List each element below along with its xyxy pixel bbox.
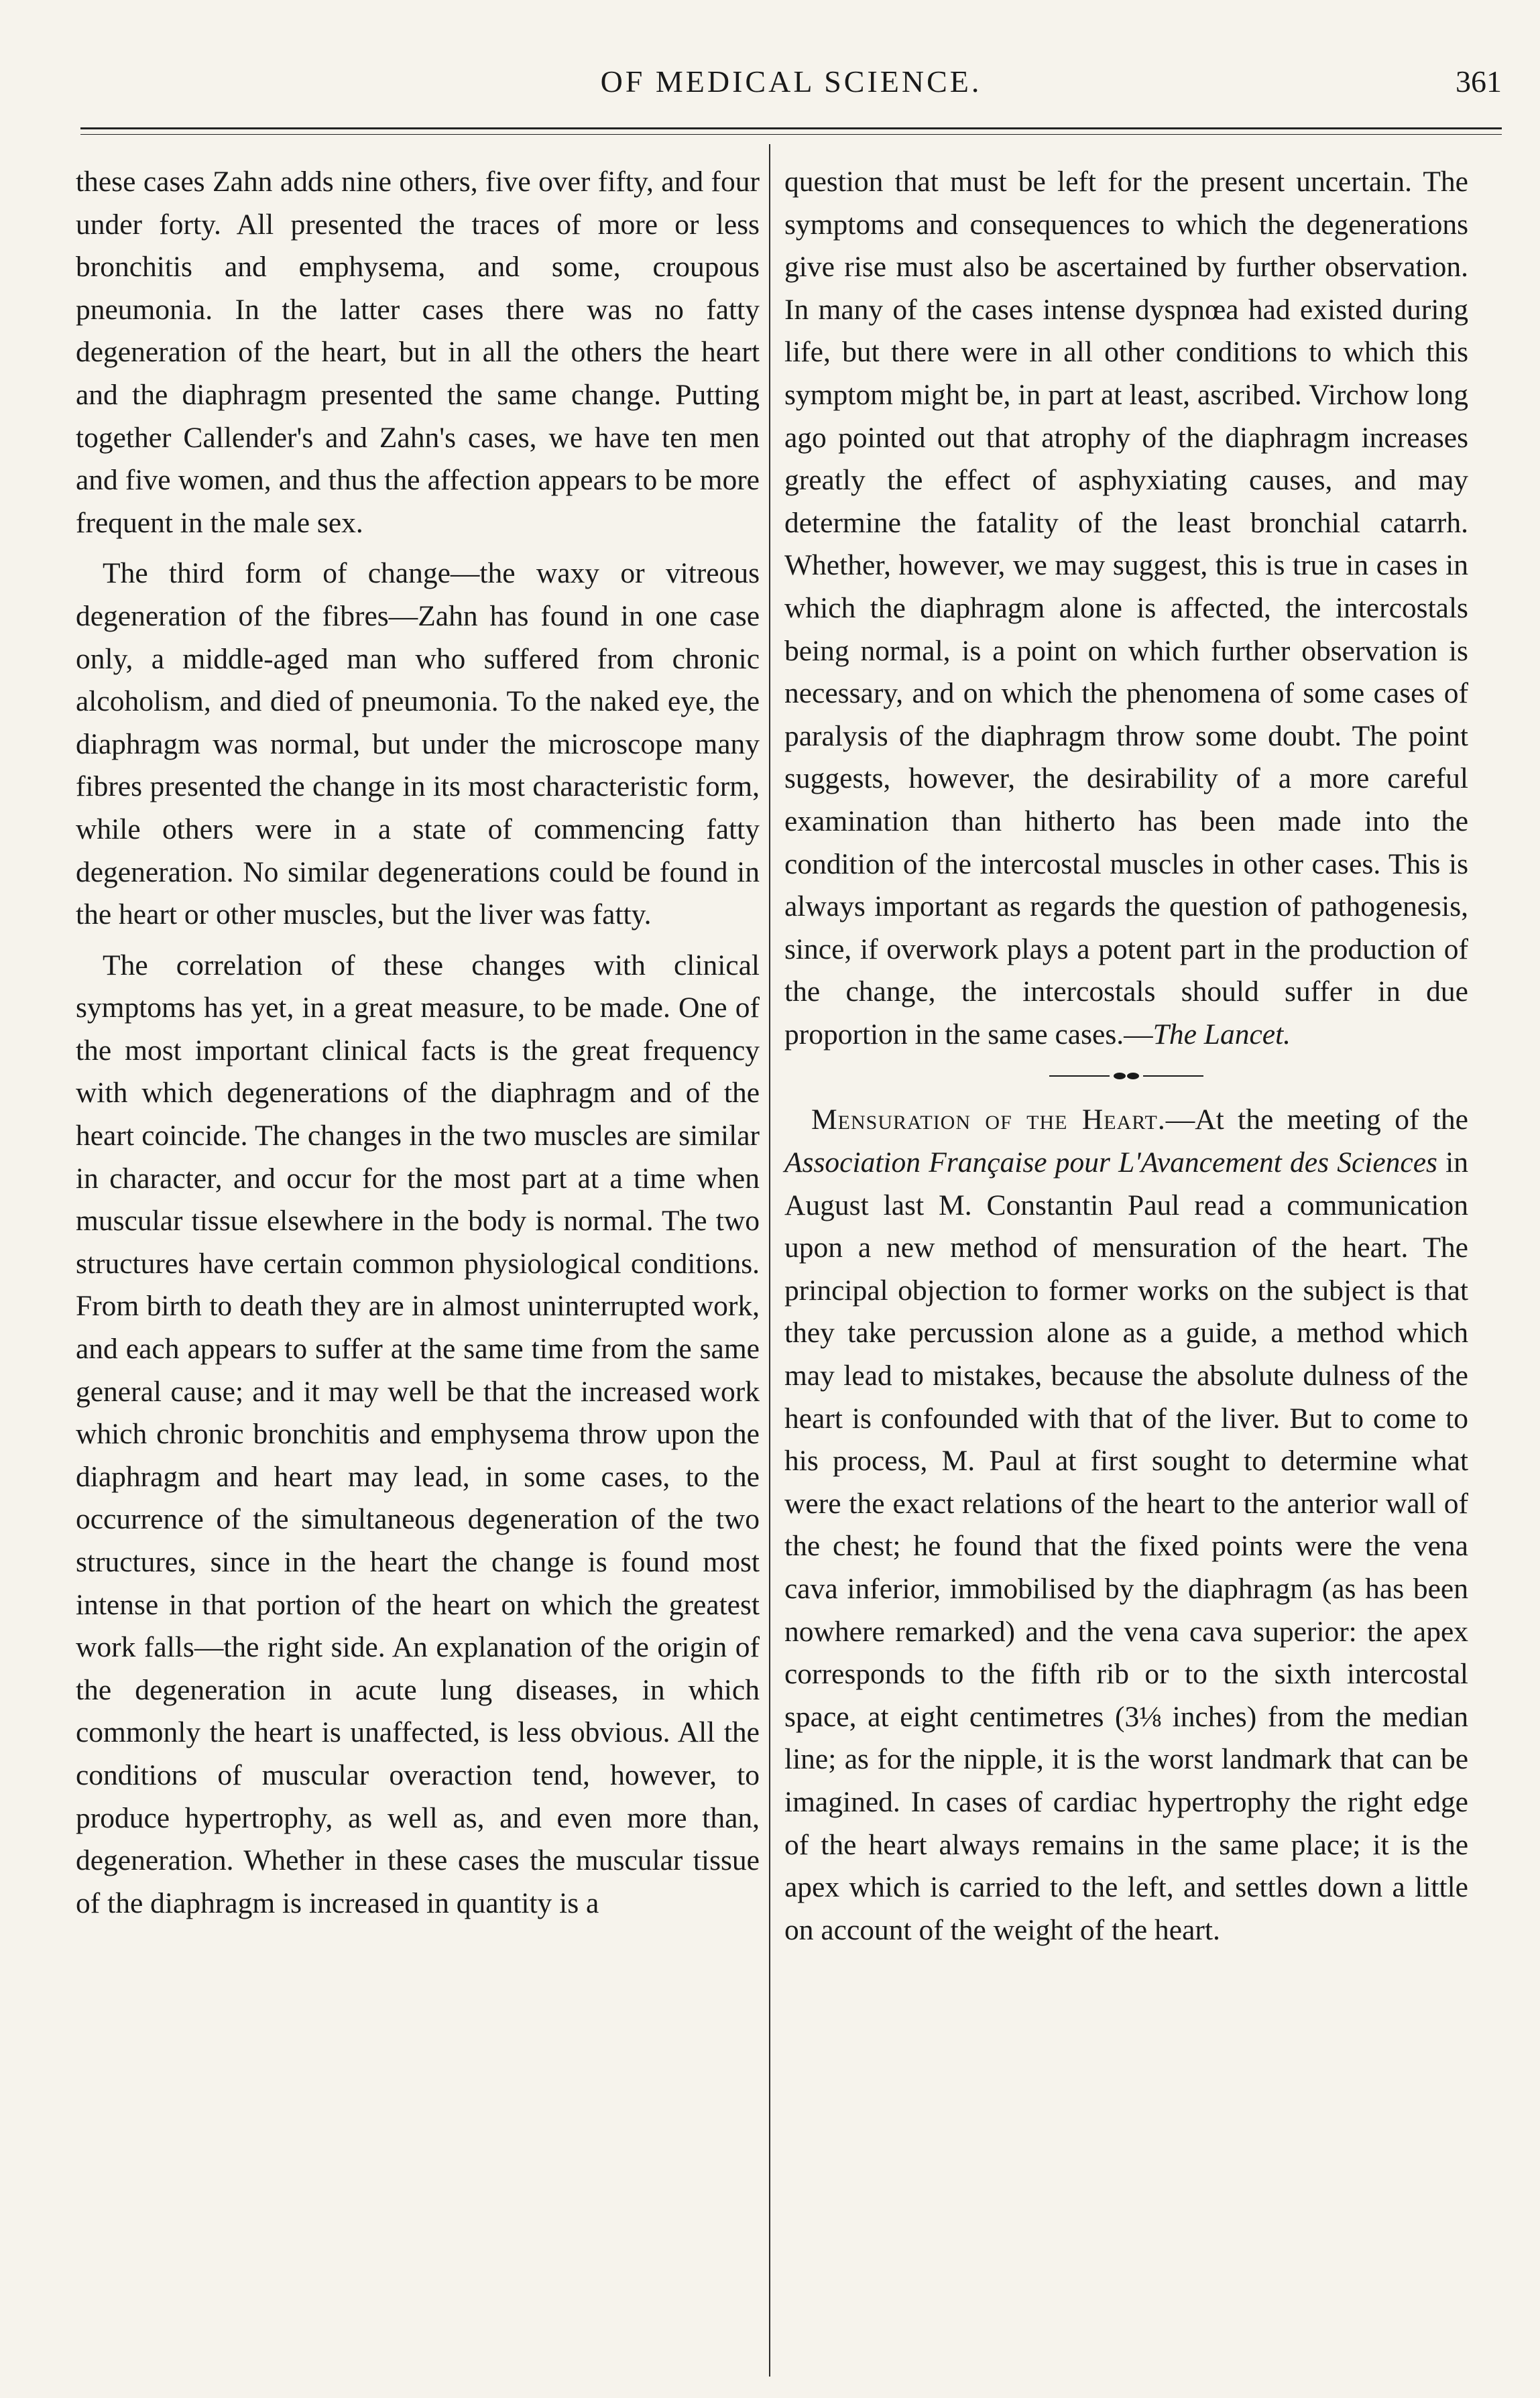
source-citation: The Lancet. xyxy=(1152,1018,1291,1051)
left-paragraph-2: The third form of change—the waxy or vitreous degeneration of the fibres—Zahn has found in one case only, a middle-aged man who suffered from chronic alcoholism, and died of pneumonia. To the naked eye, the diaphragm was normal, but under the microscope many fibres presented the change in its most characteristic form, while others were in a state of commencing fatty degeneration. No similar degenerations could be found in the heart or other muscles, but the liver was fatty. xyxy=(76,557,760,931)
left-paragraph-3: The correlation of these changes with clinical symptoms has yet, in a great measure, to be made. One of the most important clinical facts is the great frequency with which degenerations of the diaphragm and of the heart coincide. The changes in the two muscles are similar in character, and occur for the most part at a time when muscular tissue elsewhere in the body is normal. The two structures have certain common physiological conditions. From birth to death they are in almost uninterrupted work, and each appears to suffer at the same time from the same general cause; and it may well be that the increased work which chronic bronchitis and emphysema throw upon the diaphragm and heart may lead, in some cases, to the occurrence of the simultaneous degeneration of the two structures, since in the heart the change is found most intense in that portion of the heart on which the greatest work falls—the right side. An explanation of the origin of the degeneration in acute lung diseases, in which commonly the heart is unaffected, is less obvious. All the conditions of muscular overaction tend, however, to produce hypertrophy, as well as, and even more than, degeneration. Whether in these cases the muscular tissue of the diaphragm is increased in quantity is a xyxy=(76,949,760,1919)
right-column xyxy=(784,161,1468,1960)
right-paragraph-1-text: question that must be left for the present uncertain. The symptoms and consequences to which the degenerations give rise must also be ascertained by further observation. In many of the cases intense dyspnœa had existed during life, but there were in all other conditions to which this symptom might be, in part at least, ascribed. Virchow long ago pointed out that atrophy of the diaphragm increases greatly the effect of asphyxiating causes, and may determine the fatality of the least bronchial catarrh. Whether, however, we may suggest, this is true in cases in which the diaphragm alone is affected, the intercostals being normal, is a point on which further observation is necessary, and on which the phenomena of some cases of paralysis of the diaphragm throw some doubt. The point suggests, however, the desirability of a more careful examination than hitherto has been made into the condition of the intercostal muscles in other cases. This is always important as regards the question of pathogenesis, since, if overwork plays a potent part in the production of the change, the intercostals should suffer in due proportion in the same cases.— xyxy=(784,166,1468,1051)
page-header xyxy=(80,64,1502,117)
section-ornament xyxy=(1049,1071,1203,1081)
section-heading: Mensuration of the Heart. xyxy=(811,1103,1166,1136)
right-paragraph-1 xyxy=(784,161,1468,1056)
running-title: OF MEDICAL SCIENCE. xyxy=(600,64,982,99)
left-paragraph-1: these cases Zahn adds nine others, five over fifty, and four under forty. All presented the traces of more or less bronchitis and emphysema, and some, croupous pneumonia. In the latter cases there was no fatty degeneration of the heart, but in all the others the heart and the diaphragm presented the same change. Putting together Callender's and Zahn's cases, we have ten men and five women, and thus the affection appears to be more frequent in the male sex. xyxy=(76,166,760,539)
association-name: Association Française pour L'Avancement des Sciences xyxy=(784,1146,1437,1179)
right-paragraph-2 xyxy=(784,1099,1468,1952)
right-paragraph-2-part-b: in August last M. Constantin Paul read a communication upon a new method of mensuration of the heart. The principal objection to former works on the subject is that they take percussion alone as a guide, a method which may lead to mistakes, because the absolute dulness of the heart is confounded with that of the liver. But to come to his process, M. Paul at first sought to determine what were the exact relations of the heart to the anterior wall of the chest; he found that the fixed points were the vena cava inferior, immobilised by the diaphragm (as has been nowhere remarked) and the vena cava superior: the apex corresponds to the fifth rib or to the sixth intercostal space, at eight centimetres (3⅛ inches) from the median line; as for the nipple, it is the worst landmark that can be imagined. In cases of cardiac hypertrophy the right edge of the heart always remains in the same place; it is the apex which is carried to the left, and settles down a little on account of the weight of the heart. xyxy=(784,1146,1468,1946)
column-divider xyxy=(769,144,770,2377)
header-rule-thin xyxy=(80,134,1502,135)
right-paragraph-2-part-a: —At the meeting of the xyxy=(1165,1103,1468,1136)
page-number: 361 xyxy=(1456,64,1502,99)
header-rule xyxy=(80,127,1502,129)
left-column xyxy=(76,161,760,1933)
